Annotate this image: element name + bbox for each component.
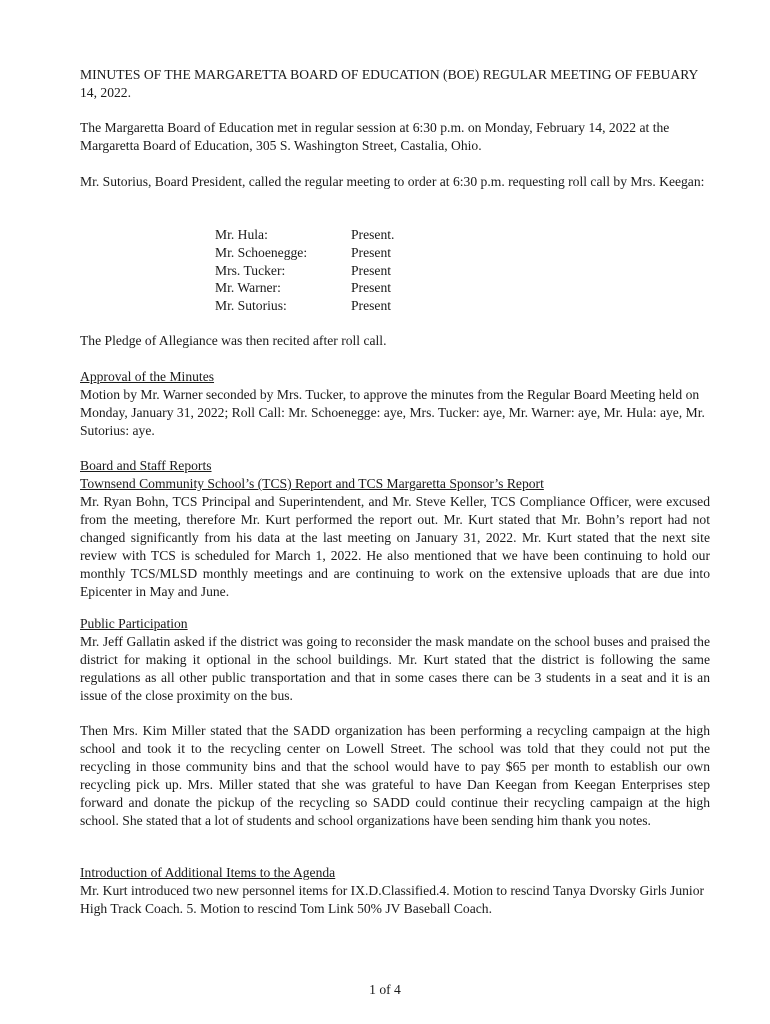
approval-heading: Approval of the Minutes [80,369,215,384]
public-participation-text-1: Mr. Jeff Gallatin asked if the district was going to reconsider the mask mandate on the school buses and praised the district for making it optional in the school buildings. Mr. Kurt stated that the district is following the same regulations as all other public transportation and that in some cases there can be 3 students in a seat and it is an issue of the close proximity on the bus. [80,634,710,703]
intro-paragraph: The Margaretta Board of Education met in regular session at 6:30 p.m. on Monday, February 14, 2022 at the Margaretta Board of Education, 305 S. Washington Street, Castalia, Ohio. [80,120,670,153]
tcs-report-text: Mr. Ryan Bohn, TCS Principal and Superintendent, and Mr. Steve Keller, TCS Compliance Officer, were excused from the meeting, therefore Mr. Kurt performed the report out. Mr. Kurt stated that Mr. Bohn’s report had not changed significantly from his data at the last meeting on January 31, 2022. Mr. Kurt stated that the next site review with TCS is scheduled for March 1, 2022. He also mentioned that we have been continuing to hold our monthly TCS/MLSD monthly meetings and are continuing to work on the extensive uploads that are due into Epicenter in May and June. [80,494,710,599]
pledge-paragraph: The Pledge of Allegiance was then recited after roll call. [80,333,387,348]
additional-items-heading: Introduction of Additional Items to the Agenda [80,865,336,880]
roll-call-name: Mr. Hula: [215,227,268,242]
roll-call-name: Mrs. Tucker: [215,262,286,278]
roll-call-status: Present [351,244,392,260]
approval-section [80,368,710,440]
additional-items-text: Mr. Kurt introduced two new personnel items for IX.D.Classified.4. Motion to rescind Tanya Dvorsky Girls Junior High Track Coach. 5. Motion to rescind Tom Link 50% JV Baseball Coach. [80,883,705,916]
roll-call-row [215,297,394,315]
roll-call-row [215,226,394,244]
roll-call-status: Present [351,280,392,296]
public-participation-section [80,615,710,705]
minutes-title: MINUTES OF THE MARGARETTA BOARD OF EDUCATION (BOE) REGULAR MEETING OF FEBUARY 14, 2022. [80,67,698,100]
roll-call-name: Mr. Schoenegge: [215,244,308,260]
call-to-order-paragraph: Mr. Sutorius, Board President, called the regular meeting to order at 6:30 p.m. requesting roll call by Mrs. Keegan: [80,174,705,189]
roll-call-name: Mr. Warner: [215,280,281,296]
roll-call-status: Present. [351,227,395,242]
roll-call-row [215,262,394,280]
roll-call-row [215,279,394,297]
roll-call-name: Mr. Sutorius: [215,298,287,314]
public-participation-heading: Public Participation [80,616,188,631]
reports-section [80,457,710,601]
approval-text: Motion by Mr. Warner seconded by Mrs. Tucker, to approve the minutes from the Regular Board Meeting held on Monday, January 31, 2022; Roll Call: Mr. Schoenegge: aye, Mrs. Tucker: aye, Mr. Warner: aye, Mr. Hula: aye, Mr. Sutorius: aye. [80,387,705,438]
reports-heading: Board and Staff Reports [80,458,212,473]
roll-call-status: Present [351,298,392,314]
additional-items-section [80,864,710,918]
public-participation-text-2: Then Mrs. Kim Miller stated that the SADD organization has been performing a recycling campaign at the high school and took it to the recycling center on Lowell Street. The school was told that they could not put the recycling in those community bins and that the school would have to pay $65 per month to establish our own recycling pick up. Mrs. Miller stated that she was grateful to have Dan Keegan from Keegan Enterprises step forward and donate the pickup of the recycling so SADD could continue their recycling campaign at the high school. She stated that a lot of students and school organizations have been sending him thank you notes. [80,723,710,828]
roll-call-row [215,244,394,262]
roll-call-list [215,226,394,315]
tcs-report-subheading: Townsend Community School’s (TCS) Report and TCS Margaretta Sponsor’s Report [80,476,544,491]
roll-call-status: Present [351,262,392,278]
page-number: 1 of 4 [369,982,401,997]
